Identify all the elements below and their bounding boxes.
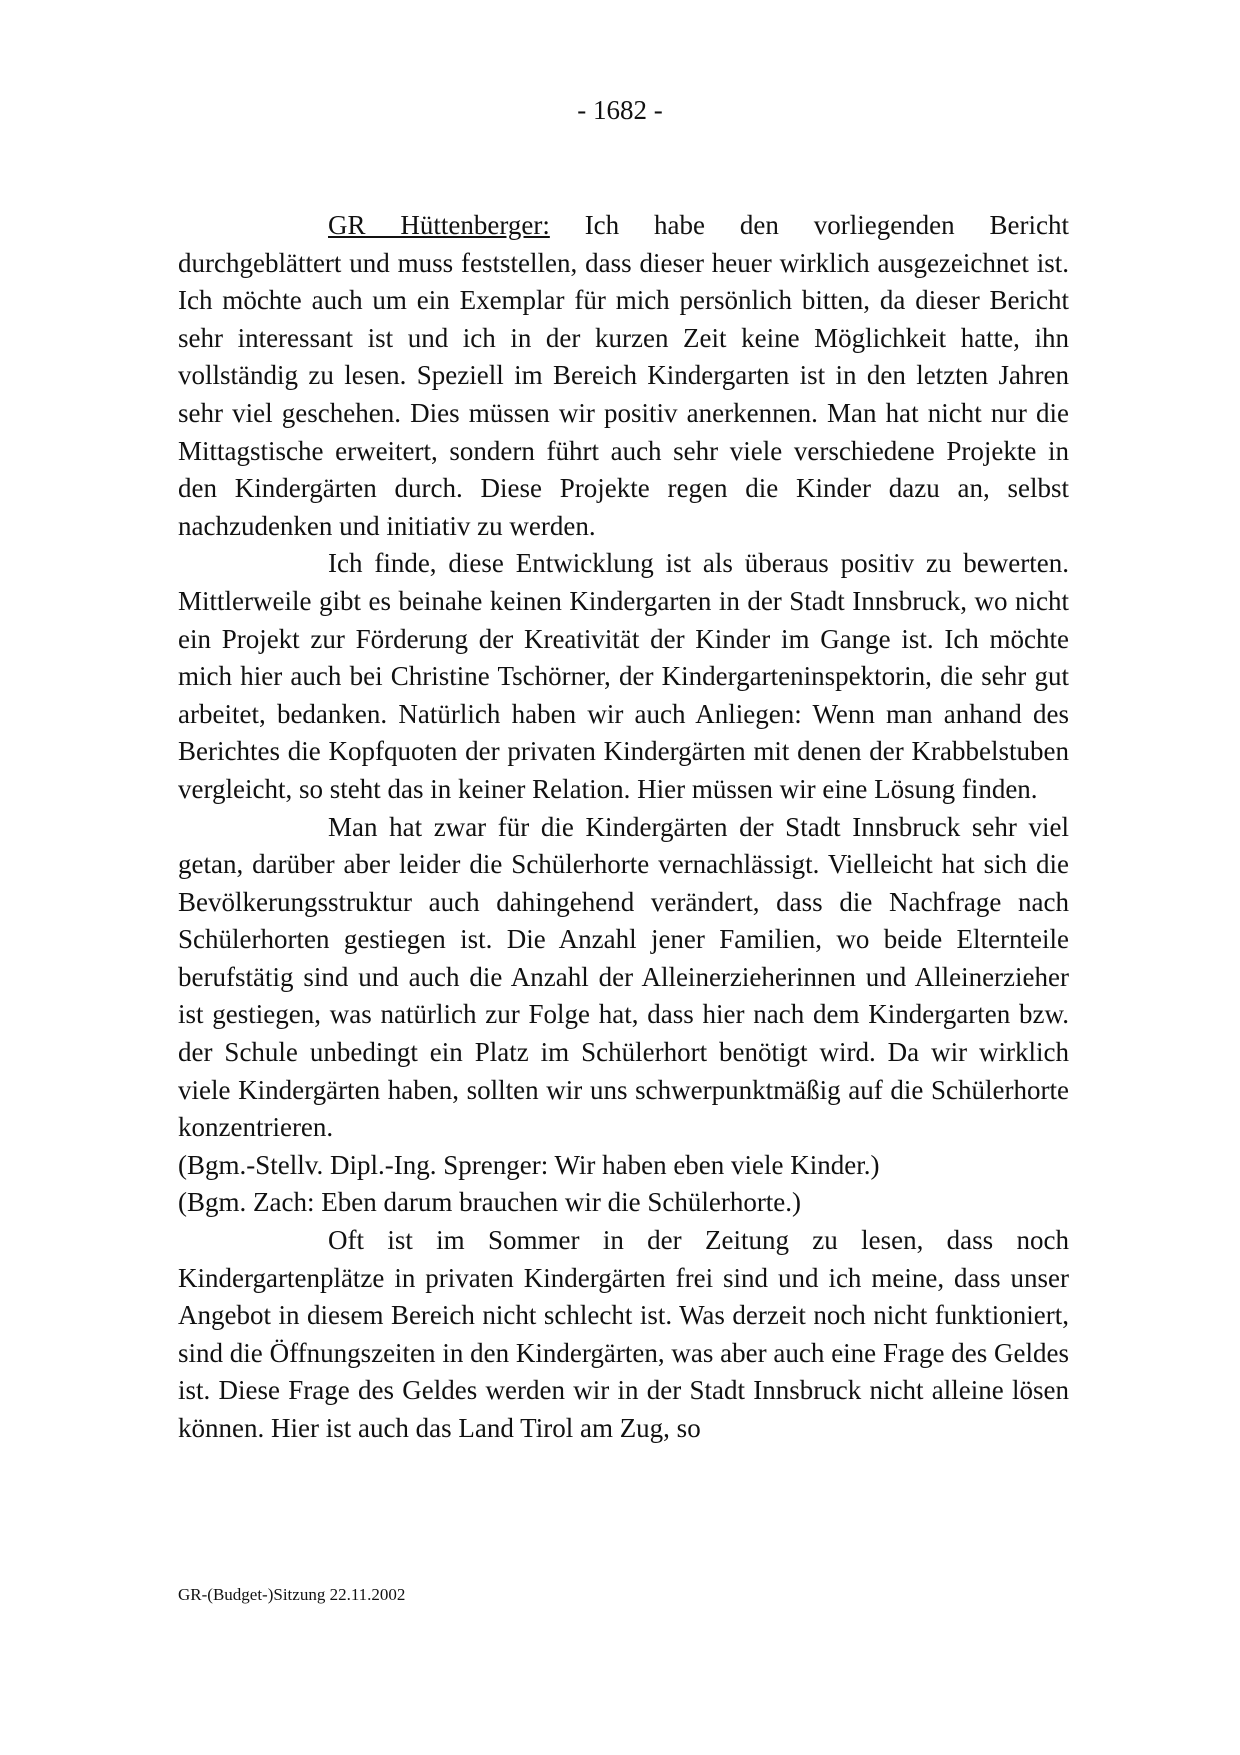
footer-session-date: GR-(Budget-)Sitzung 22.11.2002: [178, 1585, 406, 1604]
speaker-name: GR Hüttenberger:: [328, 210, 550, 240]
document-body: [178, 207, 1069, 1448]
paragraph-4: Oft ist im Sommer in der Zeitung zu lesen, dass noch Kindergartenplätze in privaten Kindergärten frei sind und ich meine, dass unser Angebot in diesem Bereich nicht schlecht ist. Was derzeit noch nicht funktioniert, sind die Öffnungszeiten in den Kindergärten, was aber auch eine Frage des Geldes ist. Diese Frage des Geldes werden wir in der Stadt Innsbruck nicht alleine lösen können. Hier ist auch das Land Tirol am Zug, so: [178, 1225, 1069, 1443]
paragraph-1-text: Ich habe den vorliegenden Bericht durchgeblättert und muss feststellen, dass dieser heuer wirklich ausgezeichnet ist. Ich möchte auch um ein Exemplar für mich persönlich bitten, da dieser Bericht sehr interessant ist und ich in der kurzen Zeit keine Möglichkeit hatte, ihn vollständig zu lesen. Speziell im Bereich Kindergarten ist in den letzten Jahren sehr viel geschehen. Dies müssen wir positiv anerkennen. Man hat nicht nur die Mittagstische erweitert, sondern führt auch sehr viele verschiedene Projekte in den Kindergärten durch. Diese Projekte regen die Kinder dazu an, selbst nachzudenken und initiativ zu werden.: [178, 210, 1069, 541]
interjection-sprenger: (Bgm.-Stellv. Dipl.-Ing. Sprenger: Wir haben eben viele Kinder.): [178, 1149, 880, 1180]
paragraph-3: Man hat zwar für die Kindergärten der Stadt Innsbruck sehr viel getan, darüber aber leider die Schülerhorte vernachlässigt. Vielleicht hat sich die Bevölkerungsstruktur auch dahingehend verändert, dass die Nachfrage nach Schülerhorten gestiegen ist. Die Anzahl jener Familien, wo beide Elternteile berufstätig sind und auch die Anzahl der Alleinerzieherinnen und Alleinerzieher ist gestiegen, was natürlich zur Folge hat, dass hier nach dem Kindergarten bzw. der Schule unbedingt ein Platz im Schülerhort benötigt wird. Da wir wirklich viele Kindergärten haben, sollten wir uns schwerpunktmäßig auf die Schülerhorte konzentrieren.: [178, 811, 1069, 1143]
paragraph-1: [178, 207, 1069, 545]
paragraph-2: Ich finde, diese Entwicklung ist als überaus positiv zu bewerten. Mittlerweile gibt es beinahe keinen Kindergarten in der Stadt Innsbruck, wo nicht ein Projekt zur Förderung der Kreativität der Kinder im Gange ist. Ich möchte mich hier auch bei Christine Tschörner, der Kindergarteninspektorin, die sehr gut arbeitet, bedanken. Natürlich haben wir auch Anliegen: Wenn man anhand des Berichtes die Kopfquoten der privaten Kindergärten mit denen der Krabbelstuben vergleicht, so steht das in keiner Relation. Hier müssen wir eine Lösung finden.: [178, 548, 1069, 804]
interjection-zach: (Bgm. Zach: Eben darum brauchen wir die Schülerhorte.): [178, 1187, 802, 1218]
page-number: - 1682 -: [577, 95, 663, 125]
